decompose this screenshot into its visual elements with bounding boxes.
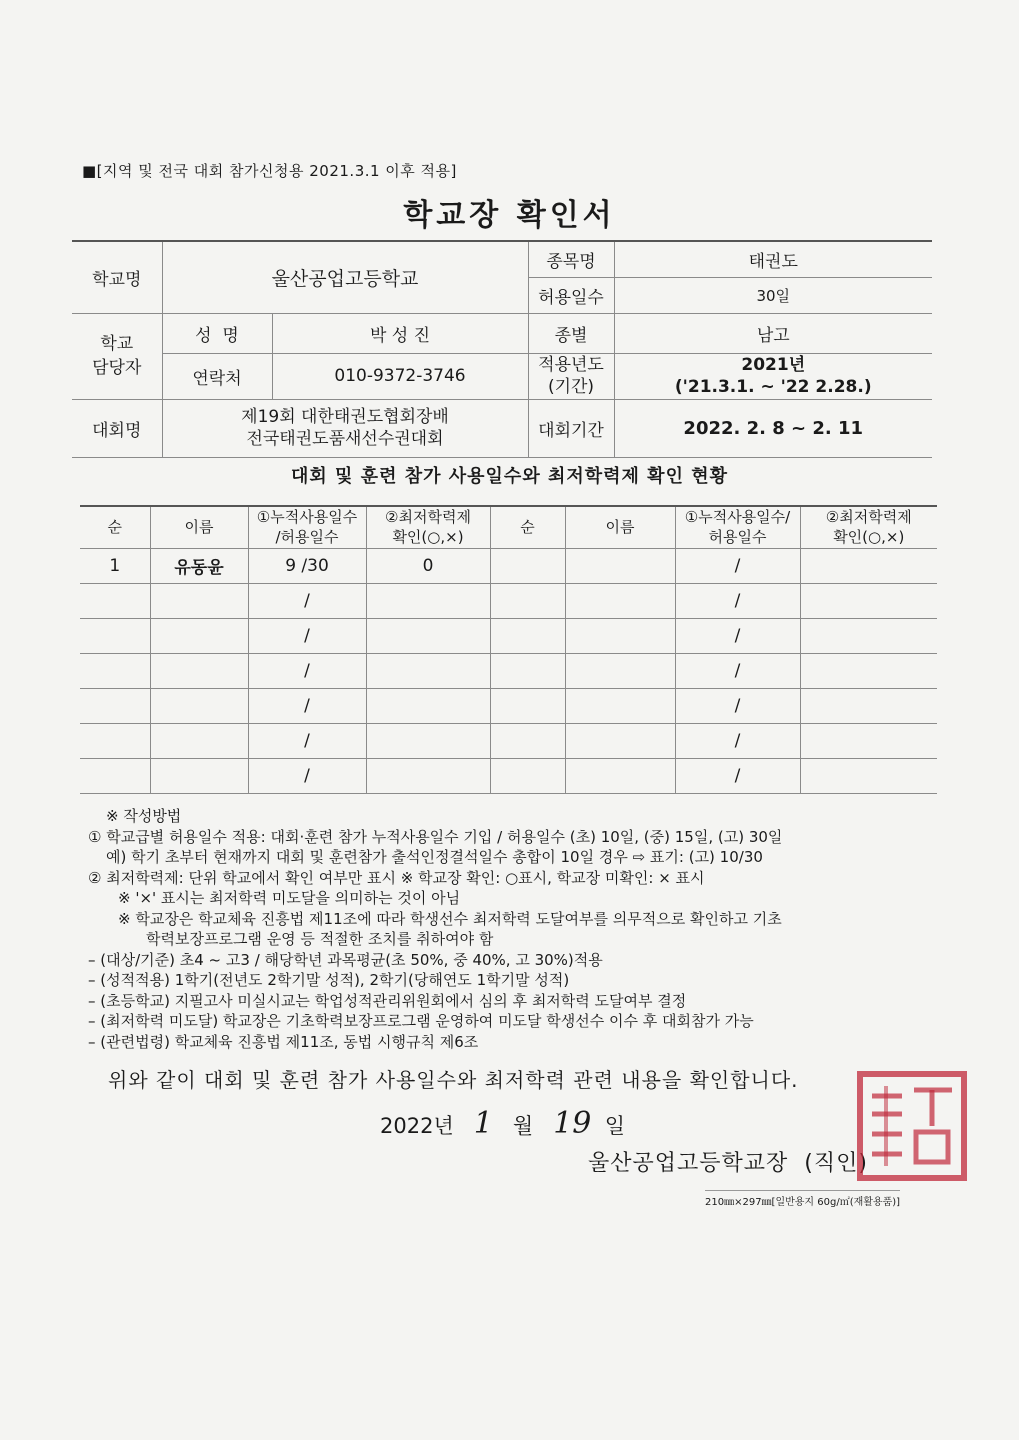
note-item: ① 학교급별 허용일수 적용: 대회·훈련 참가 누적사용일수 기입 / 허용일수 (초) 10일, (중) 15일, (고) 30일: [88, 827, 783, 846]
document-title: 학교장 확인서: [403, 198, 616, 233]
info-table: [72, 240, 932, 458]
competition-value: 제19회 대한태권도협회장배 전국태권도품새선수권대회: [162, 399, 528, 457]
usage-cell: [150, 618, 248, 653]
usage-cell: [150, 688, 248, 723]
usage-cell: [366, 723, 490, 758]
date-month-label: 월: [512, 1114, 534, 1138]
usage-section-title: 대회 및 훈련 참가 사용일수와 최저학력제 확인 현황: [290, 466, 728, 487]
usage-cell: /: [675, 548, 800, 583]
usage-cell: [800, 548, 937, 583]
school-value: 울산공업고등학교: [162, 241, 528, 313]
usage-cell: [565, 653, 675, 688]
note-item: 예) 학기 초부터 현재까지 대회 및 훈련참가 출석인정결석일수 총합이 10일 경우 ⇨ 표기: (고) 10/30: [106, 848, 763, 866]
usage-cell: [490, 583, 565, 618]
official-seal-stamp: [852, 1066, 972, 1186]
sport-value: 태권도: [614, 241, 932, 277]
note-item: – (관련법령) 학교체육 진흥법 제11조, 동법 시행규칙 제6조: [88, 1032, 479, 1051]
usage-row: [80, 723, 937, 758]
usage-cell: [80, 618, 150, 653]
usage-cell: /: [675, 688, 800, 723]
usage-cell: [800, 653, 937, 688]
usage-cell: [490, 758, 565, 793]
note-item: 학력보장프로그램 운영 등 적절한 조치를 취하여야 함: [146, 930, 494, 948]
usage-cell: [565, 548, 675, 583]
usage-cell: /: [675, 723, 800, 758]
notes-heading: ※ 작성방법: [106, 807, 182, 825]
usage-cell: [800, 618, 937, 653]
usage-cell: /: [248, 688, 366, 723]
usage-cell: [490, 688, 565, 723]
date-day-label: 일: [604, 1114, 626, 1138]
usage-cell: 9 /30: [248, 548, 366, 583]
usage-cell: [490, 653, 565, 688]
usage-row: [80, 548, 937, 583]
usage-cell: /: [675, 653, 800, 688]
usage-header-cell: 이름: [565, 506, 675, 548]
paper-spec-footer: 210㎜×297㎜[일반용지 60g/㎡(재활용품)]: [705, 1190, 900, 1208]
year-label: 적용년도 (기간): [528, 353, 614, 399]
usage-header-cell: ②최저학력제 확인(○,×): [366, 506, 490, 548]
usage-cell: [150, 653, 248, 688]
usage-header-cell: 순: [490, 506, 565, 548]
usage-cell: /: [675, 758, 800, 793]
usage-cell: [800, 583, 937, 618]
usage-cell: [490, 548, 565, 583]
signature-date: [380, 1106, 625, 1141]
date-day-handwritten: 19: [553, 1106, 592, 1141]
usage-cell: [565, 618, 675, 653]
usage-cell: [800, 758, 937, 793]
usage-cell: 1: [80, 548, 150, 583]
usage-cell: /: [248, 723, 366, 758]
usage-cell: [366, 618, 490, 653]
form-header-note: ■[지역 및 전국 대회 참가신청용 2021.3.1 이후 적용]: [82, 162, 457, 180]
days-label: 허용일수: [528, 277, 614, 313]
writing-instructions: [88, 806, 948, 1052]
sport-label: 종목명: [528, 241, 614, 277]
usage-cell: [80, 723, 150, 758]
usage-header-cell: 순: [80, 506, 150, 548]
usage-header-row: [80, 506, 937, 548]
year-value: 2021년 ('21.3.1. ~ '22 2.28.): [614, 353, 932, 399]
usage-row: [80, 688, 937, 723]
usage-cell: [366, 653, 490, 688]
note-item: – (성적적용) 1학기(전년도 2학기말 성적), 2학기(당해연도 1학기말 성적): [88, 971, 570, 989]
usage-row: [80, 758, 937, 793]
note-item: ② 최저학력제: 단위 학교에서 확인 여부만 표시 ※ 학교장 확인: ○표시, 학교장 미확인: × 표시: [88, 868, 705, 887]
manager-label: 학교 담당자: [72, 313, 162, 399]
usage-cell: [80, 688, 150, 723]
usage-row: [80, 653, 937, 688]
usage-cell: [80, 583, 150, 618]
note-item: – (대상/기준) 초4 ~ 고3 / 해당학년 과목평균(초 50%, 중 40%, 고 30%)적용: [88, 950, 603, 969]
contact-label: 연락처: [162, 353, 272, 399]
usage-header-cell: ②최저학력제 확인(○,×): [800, 506, 937, 548]
usage-cell: /: [675, 618, 800, 653]
usage-cell: [150, 723, 248, 758]
usage-cell: [366, 583, 490, 618]
usage-cell: [150, 758, 248, 793]
usage-cell: [800, 723, 937, 758]
confirmation-statement: 위와 같이 대회 및 훈련 참가 사용일수와 최저학력 관련 내용을 확인합니다.: [108, 1068, 799, 1092]
usage-cell: [800, 688, 937, 723]
usage-cell: 0: [366, 548, 490, 583]
contact-value: 010-9372-3746: [272, 353, 528, 399]
period-label: 대회기간: [528, 399, 614, 457]
usage-cell: [565, 723, 675, 758]
usage-header-cell: ①누적사용일수/ 허용일수: [675, 506, 800, 548]
usage-table: [80, 505, 937, 794]
usage-cell: /: [248, 583, 366, 618]
usage-row: [80, 583, 937, 618]
usage-cell: [80, 758, 150, 793]
period-value: 2022. 2. 8 ~ 2. 11: [614, 399, 932, 457]
competition-label: 대회명: [72, 399, 162, 457]
usage-cell: /: [248, 653, 366, 688]
principal-signature: 울산공업고등학교장 (직인): [588, 1151, 868, 1176]
usage-header-cell: ①누적사용일수 /허용일수: [248, 506, 366, 548]
usage-cell: [366, 688, 490, 723]
usage-cell: /: [675, 583, 800, 618]
usage-cell: /: [248, 758, 366, 793]
type-label: 종별: [528, 313, 614, 353]
note-item: – (최저학력 미도달) 학교장은 기초학력보장프로그램 운영하여 미도달 학생선수 이수 후 대회참가 가능: [88, 1012, 754, 1030]
school-label: 학교명: [72, 241, 162, 313]
usage-cell: [565, 758, 675, 793]
usage-cell: [366, 758, 490, 793]
note-item: ※ '×' 표시는 최저학력 미도달을 의미하는 것이 아님: [118, 889, 461, 907]
type-value: 남고: [614, 313, 932, 353]
usage-cell: 유동윤: [150, 548, 248, 583]
usage-cell: [565, 688, 675, 723]
name-value: 박 성 진: [272, 313, 528, 353]
usage-cell: [490, 723, 565, 758]
usage-cell: [565, 583, 675, 618]
days-value: 30일: [614, 277, 932, 313]
usage-cell: [80, 653, 150, 688]
note-item: – (초등학교) 지필고사 미실시교는 학업성적관리위원회에서 심의 후 최저학력 도달여부 결정: [88, 991, 687, 1010]
name-label: 성 명: [162, 313, 272, 353]
usage-row: [80, 618, 937, 653]
usage-cell: [490, 618, 565, 653]
date-year: 2022년: [380, 1114, 454, 1138]
usage-cell: [150, 583, 248, 618]
date-month-handwritten: 1: [473, 1106, 493, 1141]
note-item: ※ 학교장은 학교체육 진흥법 제11조에 따라 학생선수 최저학력 도달여부를 의무적으로 확인하고 기초: [118, 909, 782, 928]
usage-header-cell: 이름: [150, 506, 248, 548]
usage-cell: /: [248, 618, 366, 653]
